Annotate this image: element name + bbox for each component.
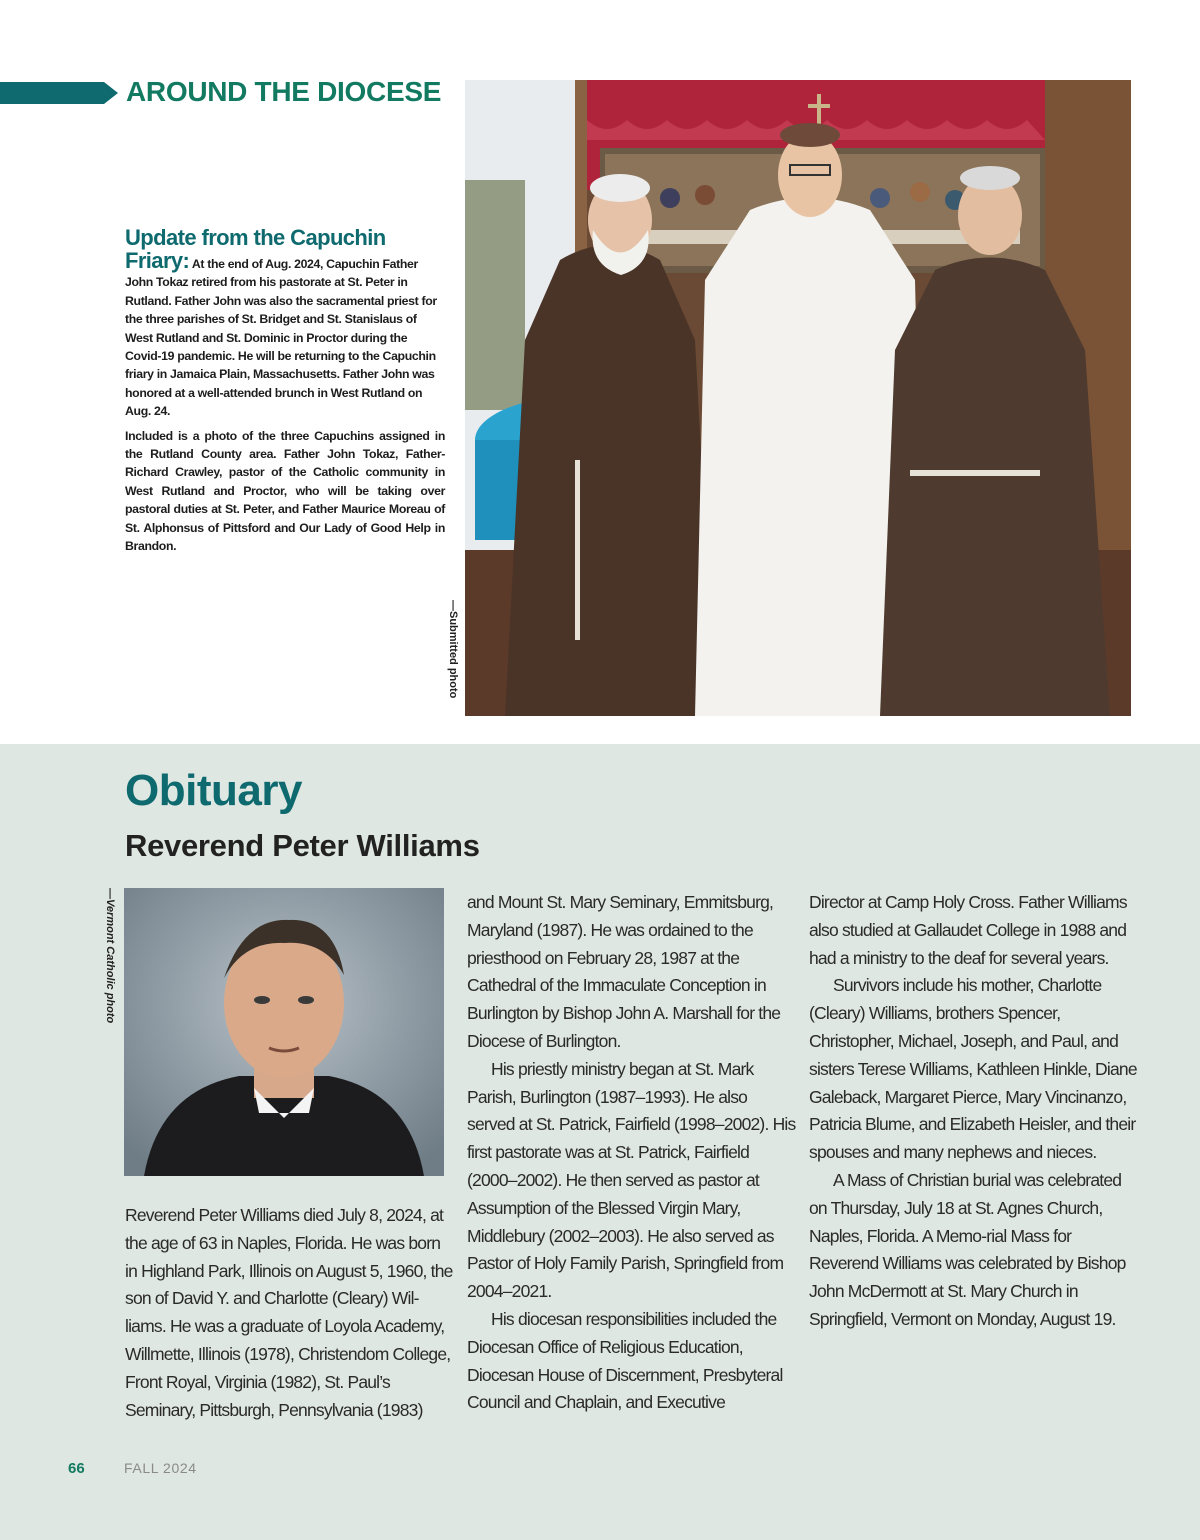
obituary-paragraph: His diocesan responsibilities included the Diocesan Office of Religious Education, Diocesan House of Discernment, Presbyteral Council and Chaplain, and Executive (467, 1308, 783, 1413)
obituary-paragraph: Director at Camp Holy Cross. Father Williams also studied at Gallaudet College in 1988 and had a ministry to the deaf for several years. (809, 892, 1127, 968)
article-paragraph-1: Friary: At the end of Aug. 2024, Capuchin Father John Tokaz retired from his pastorate at St. Peter in Rutland. Father John was also the sacramental priest for the three parishes of St. Bridget and St. Stanislaus of West Rutland and St. Dominic in Proctor during the Covid-19 pandemic. He will be returning to the Capuchin friary in Jamaica Plain, Massachusetts. Father John was honored at a well-attended brunch in West Rutland on Aug. 24. (125, 248, 437, 419)
obituary-title: Obituary (125, 766, 302, 815)
section-title: AROUND THE DIOCESE (126, 76, 442, 107)
obituary-paragraph: His priestly ministry began at St. Mark Parish, Burlington (1987–1993). He also served at St. Patrick, Fairfield (1998–2002). His first pastorate was at St. Patrick, Fairfield (2000–2002). He then served as pastor at Assumption of the Blessed Virgin Mary, Middlebury (2002–2003). He also served as Pastor of Holy Family Parish, Springfield from 2004–2021. (467, 1058, 796, 1302)
obituary-column-3 (809, 889, 1139, 1334)
capuchin-article (125, 224, 445, 562)
portrait-photo (124, 888, 444, 1176)
obituary-name: Reverend Peter Williams (125, 828, 480, 863)
article-headline-cont: Friary: (125, 248, 190, 273)
obituary-paragraph: Survivors include his mother, Charlotte (Cleary) Williams, brothers Spencer, Christopher, Michael, Joseph, and Paul, and sisters Terese Williams, Kathleen Hinkle, Diane Galeback, Margaret Pierce, Mary Vincinanzo, Patricia Blume, and Elizabeth Heisler, and their spouses and many nephews and nieces. (809, 975, 1137, 1163)
issue-label: FALL 2024 (124, 1460, 197, 1476)
obituary-paragraph: Reverend Peter Williams died July 8, 2024, at the age of 63 in Naples, Florida. He was born in Highland Park, Illinois on August 5, 1960, the son of David Y. and Charlotte (Cleary) Wil-liams. He was a graduate of Loyola Academy, Willmette, Illinois (1978), Christendom College, Front Royal, Virginia (1982), St. Paul’s Seminary, Pittsburgh, Pennsylvania (1983) (125, 1205, 453, 1420)
section-marker-arrow (0, 82, 118, 104)
article-paragraph-2: Included is a photo of the three Capuchins assigned in the Rutland County area. Father John Tokaz, Father-Richard Crawley, pastor of the Catholic community in West Rutland and Proctor, who will be taking over pastoral duties at St. Peter, and Father Maurice Moreau of St. Alphonsus of Pittsford and Our Lady of Good Help in Brandon. (125, 428, 445, 554)
obituary-column-1 (125, 1202, 455, 1424)
obituary-column-2 (467, 889, 797, 1417)
portrait-credit: —Vermont Catholic photo (104, 888, 116, 1024)
obituary-paragraph: and Mount St. Mary Seminary, Emmitsburg, Maryland (1987). He was ordained to the priesthood on February 28, 1987 at the Cathedral of the Immaculate Conception in Burlington by Bishop John A. Marshall for the Diocese of Burlington. (467, 892, 781, 1051)
obituary-paragraph: A Mass of Christian burial was celebrated on Thursday, July 18 at St. Agnes Church, Naples, Florida. A Memo-rial Mass for Reverend Williams was celebrated by Bishop John McDermott at St. Mary Church in Springfield, Vermont on Monday, August 19. (809, 1169, 1126, 1329)
article-headline: Update from the Capuchin (125, 225, 386, 250)
page-number: 66 (68, 1460, 85, 1477)
photo-credit: —Submitted photo (447, 600, 459, 699)
capuchins-photo (465, 80, 1131, 716)
